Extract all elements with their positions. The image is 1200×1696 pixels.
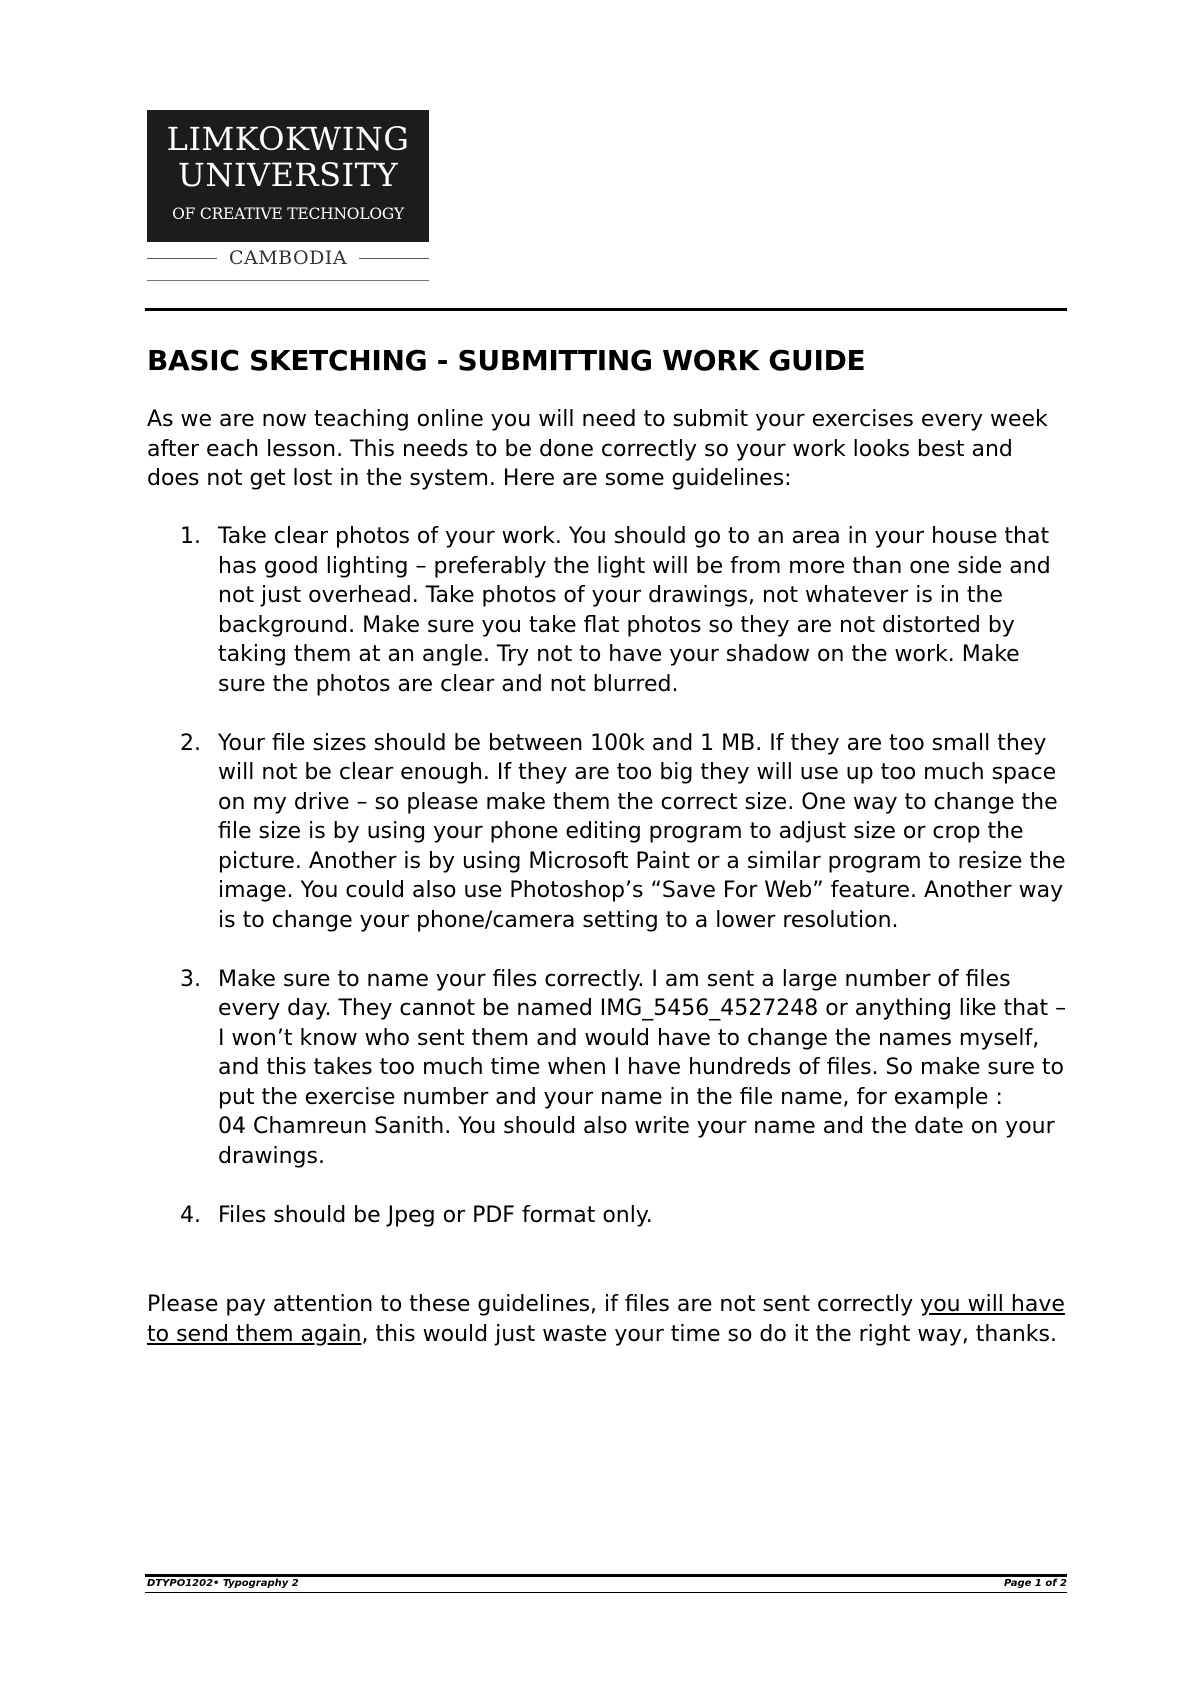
closing-text: Please pay attention to these guidelines, if files are not sent correctly — [147, 1292, 921, 1317]
guideline-text: Make sure to name your files correctly. I am sent a large number of files every day. They cannot be named IMG_5456_4527248 or anything like that – I won’t know who sent them and would have to change the names myself, and this takes too much time when I have hundreds of files. So make sure to put the exercise number and your name in the file name, for example : — [218, 966, 1067, 1110]
guideline-text: Take clear photos of your work. You should go to an area in your house that has good lighting – preferably the light will be from more than one side and not just overhead. Take photos of your drawings, not whatever is in the background. Make sure you take flat photos so they are not distorted by taking them at an angle. Try not to have your shadow on the work. Make sure the photos are clear and not blurred. — [218, 524, 1051, 697]
logo-line-2: UNIVERSITY — [177, 156, 399, 194]
footer-page-number: Page 1 of 2 — [1004, 1578, 1067, 1589]
logo-rule-left — [147, 258, 217, 259]
guidelines-list — [147, 522, 1067, 1260]
closing-underlined-text: you will have to send them again — [147, 1292, 1065, 1347]
guideline-item-2 — [147, 729, 1067, 936]
logo-region-word: CAMBODIA — [228, 247, 348, 269]
document-title: BASIC SKETCHING - SUBMITTING WORK GUIDE — [147, 344, 866, 377]
logo-line-3: OF CREATIVE TECHNOLOGY — [172, 205, 404, 223]
guideline-number: 1. — [180, 524, 201, 549]
footer-rule-bottom — [145, 1592, 1067, 1593]
intro-paragraph: As we are now teaching online you will need to submit your exercises every week after each lesson. This needs to be done correctly so your work looks best and does not get lost in the system. Here are some guidelines: — [147, 407, 1048, 491]
logo-line-1: LIMKOKWING — [166, 120, 410, 158]
guideline-text-continued: You should also write your name and the date on your drawings. — [218, 1114, 1055, 1169]
university-logo — [147, 110, 429, 242]
header-rule — [145, 308, 1067, 311]
logo-underline — [147, 280, 429, 281]
footer-course-code: DTYPO1202• Typography 2 — [147, 1578, 299, 1589]
guideline-text: Your file sizes should be between 100k and 1 MB. If they are too small they will not be clear enough. If they are too big they will use up too much space on my drive – so please make them the correct size. One way to change the file size is by using your phone editing program to adjust size or crop the picture. Another is by using Microsoft Paint or a similar program to resize the image. You could also use Photoshop’s “Save For Web” feature. Another way is to change your phone/camera setting to a lower resolution. — [218, 730, 1066, 933]
footer-rule — [145, 1574, 1067, 1577]
guideline-item-1 — [147, 522, 1067, 699]
guideline-example: 04 Chamreun Sanith. — [218, 1114, 452, 1139]
guideline-text: Files should be Jpeg or PDF format only. — [218, 1202, 653, 1228]
guideline-item-3 — [147, 965, 1067, 1172]
closing-text-end: , this would just waste your time so do it the right way, thanks. — [361, 1321, 1057, 1347]
closing-paragraph — [147, 1290, 1067, 1349]
guideline-number: 3. — [180, 966, 201, 992]
logo-region — [147, 246, 429, 270]
guideline-item-4 — [147, 1201, 1067, 1231]
guideline-number: 4. — [180, 1202, 201, 1228]
logo-rule-right — [359, 258, 429, 259]
guideline-number: 2. — [180, 730, 201, 756]
